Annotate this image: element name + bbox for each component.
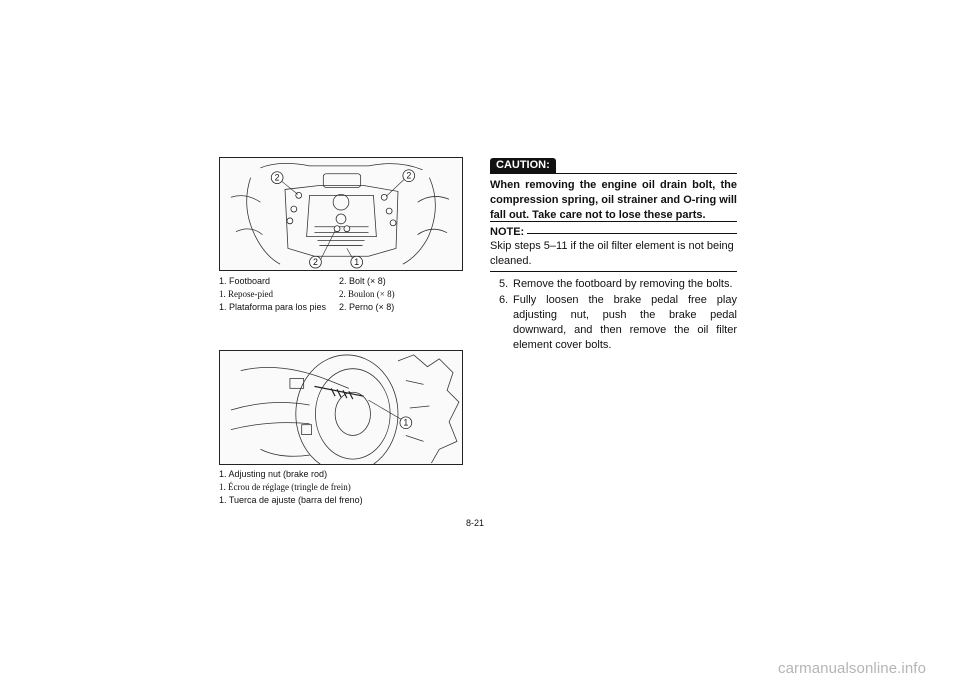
step-item	[490, 277, 737, 292]
caution-label: CAUTION:	[490, 158, 556, 173]
brake-drawing	[220, 351, 462, 464]
note-end-rule	[490, 271, 737, 272]
caption-item: 2. Perno (× 8)	[339, 302, 395, 312]
caption-line-fr: 1. Écrou de réglage (tringle de frein)	[219, 482, 351, 492]
caption-row-es	[219, 301, 395, 313]
callout-number: 1	[354, 257, 360, 268]
note-label: NOTE:	[490, 226, 527, 239]
callout-number: 2	[312, 257, 318, 268]
callout-number: 2	[406, 170, 412, 181]
step-item	[490, 293, 737, 353]
step-number: 5.	[499, 278, 509, 290]
caption-item: 2. Bolt (× 8)	[339, 276, 386, 286]
step-list	[490, 277, 737, 354]
footboard-illustration	[219, 157, 463, 271]
step-text: Fully loosen the brake pedal free play adjusting nut, push the brake pedal downward, and then remove the oil filter element cover bolts.	[513, 294, 737, 351]
callout-number: 1	[403, 417, 409, 428]
caption-row-en	[219, 275, 386, 287]
watermark: carmanualsonline.info	[778, 660, 927, 677]
footboard-drawing	[220, 158, 462, 270]
caption-item: 2. Boulon (× 8)	[339, 289, 395, 299]
caution-header	[490, 158, 737, 174]
caption-line-en: 1. Adjusting nut (brake rod)	[219, 469, 328, 479]
caption-item: 1. Repose-pied	[219, 289, 273, 299]
caption-line-es: 1. Tuerca de ajuste (barra del freno)	[219, 495, 363, 505]
brake-rod-illustration	[219, 350, 463, 465]
caption-row-fr	[219, 288, 395, 300]
step-text: Remove the footboard by removing the bolts.	[513, 278, 733, 290]
note-text: Skip steps 5–11 if the oil filter element is not being cleaned.	[490, 240, 734, 267]
page-number: 8-21	[466, 518, 485, 528]
callout-number: 2	[274, 172, 280, 183]
step-number: 6.	[499, 294, 509, 306]
caution-end-rule	[490, 221, 737, 222]
caution-text: When removing the engine oil drain bolt, the compression spring, oil strainer and O-ring will fall out. Take care not to lose these parts.	[490, 179, 737, 221]
caption-item: 1. Footboard	[219, 276, 271, 286]
caption-item: 1. Plataforma para los pies	[219, 302, 327, 312]
